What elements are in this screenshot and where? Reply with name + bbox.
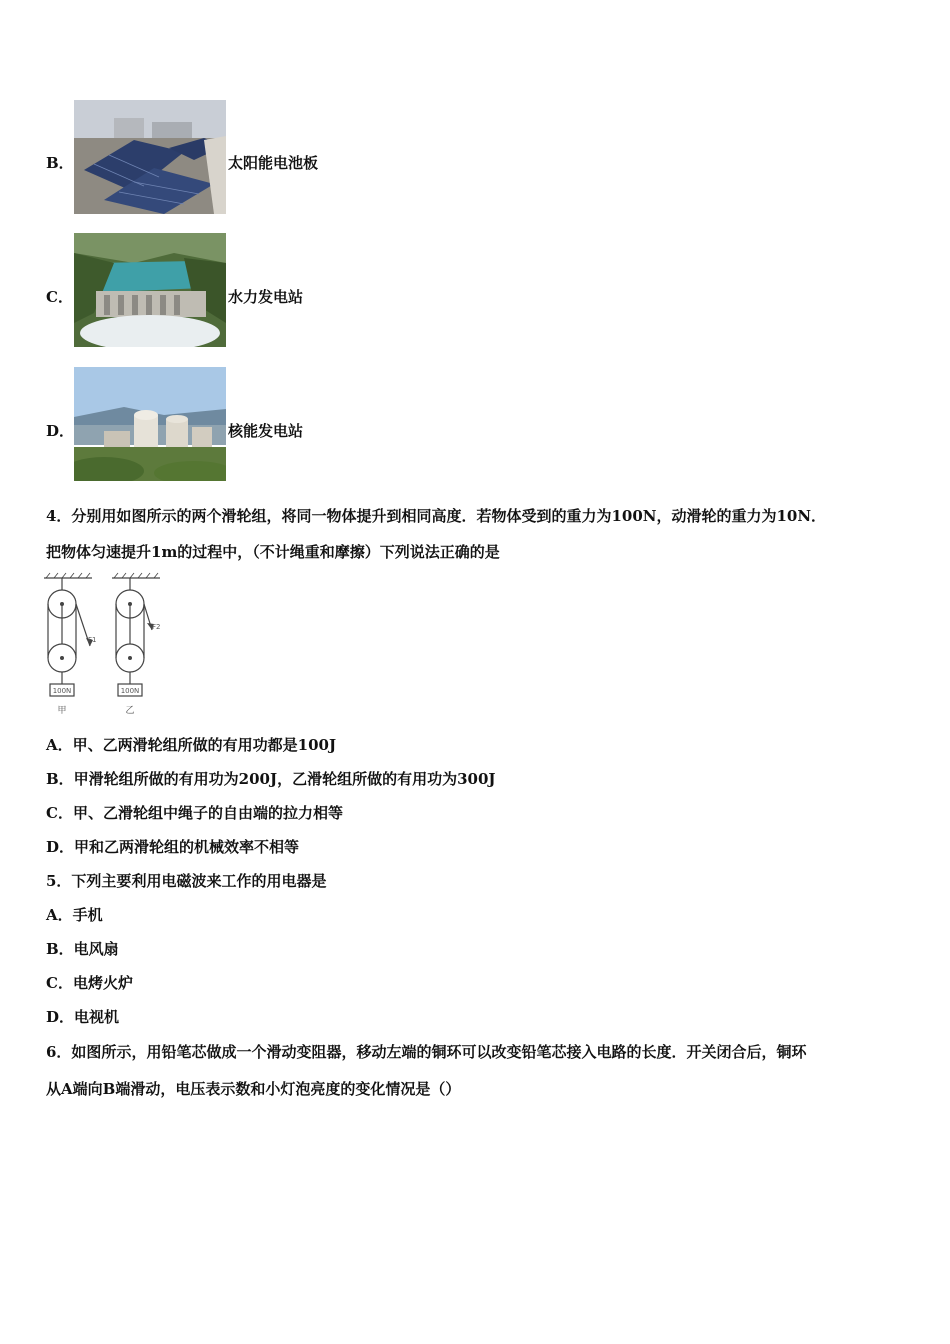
q4-option-a: A．甲、乙两滑轮组所做的有用功都是100J	[46, 736, 337, 754]
option-b-letter: B．	[46, 154, 74, 172]
q5-option-c: C．电烤火炉	[46, 974, 133, 992]
option-c-letter: C．	[46, 288, 73, 306]
figure-label-left: 甲	[57, 706, 67, 716]
option-c-caption: 水力发电站	[228, 288, 304, 306]
hydro-dam-photo	[74, 233, 226, 347]
pulley-figure	[40, 572, 170, 720]
load-left-label: 100N	[52, 687, 72, 695]
load-right-label: 100N	[120, 687, 140, 695]
option-d-letter: D．	[46, 422, 75, 440]
option-b-caption: 太阳能电池板	[228, 154, 319, 172]
q4-option-b: B．甲滑轮组所做的有用功为200J，乙滑轮组所做的有用功为300J	[46, 770, 496, 788]
force-left-label: F1	[88, 636, 97, 644]
q5-option-a: A．手机	[46, 906, 103, 924]
q6-stem-line2: 从A端向B端滑动，电压表示数和小灯泡亮度的变化情况是（）	[46, 1080, 461, 1098]
q5-option-d: D．电视机	[46, 1008, 120, 1026]
q5-option-b: B．电风扇	[46, 940, 119, 958]
figure-label-right: 乙	[125, 706, 135, 716]
q4-stem-line2: 把物体匀速提升1m的过程中，（不计绳重和摩擦）下列说法正确的是	[46, 543, 500, 561]
q5-stem: 5．下列主要利用电磁波来工作的用电器是	[46, 872, 327, 890]
nuclear-plant-photo	[74, 367, 226, 481]
q4-option-c: C．甲、乙滑轮组中绳子的自由端的拉力相等	[46, 804, 343, 822]
solar-panel-photo	[74, 100, 226, 214]
q6-stem-line1: 6．如图所示，用铅笔芯做成一个滑动变阻器，移动左端的铜环可以改变铅笔芯接入电路的长度．开关闭合后，铜环	[46, 1043, 807, 1061]
force-right-label: F2	[152, 623, 161, 631]
q4-option-d: D．甲和乙两滑轮组的机械效率不相等	[46, 838, 300, 856]
option-d-caption: 核能发电站	[228, 422, 304, 440]
q4-stem-line1: 4．分别用如图所示的两个滑轮组，将同一物体提升到相同高度．若物体受到的重力为100N，动滑轮的重力为10N．	[46, 507, 827, 525]
